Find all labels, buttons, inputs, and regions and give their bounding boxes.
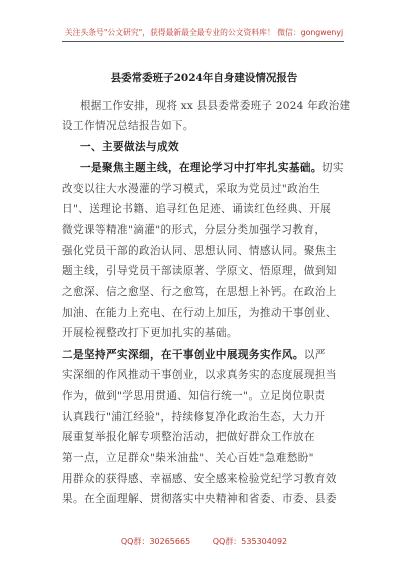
paragraph-1-line-9: 开展检视整改打下更加扎实的基础。	[62, 327, 238, 339]
paragraph-2-line-1	[62, 349, 326, 362]
intro-line-2: 设工作情况总结报告如下。	[62, 120, 194, 132]
paragraph-2-line-2: 实深细的作风推动干事创业，以求真务实的态度展现担当	[62, 369, 337, 381]
paragraph-2-line-5: 展重复举报化解专项整治活动，把做好群众工作放在	[62, 431, 315, 443]
document-title: 县委常委班子2024年自身建设情况报告	[110, 72, 298, 84]
paragraph-1-line-6: 题主线，引导党员干部读原著、学原文、悟原理，做到知	[62, 265, 337, 277]
paragraph-1-line-3: 日"、送理论书籍、追寻红色足迹、诵读红色经典、开展	[62, 203, 332, 215]
paragraph-1-line-8: 加油、在能力上充电、在行动上加压，为推动干事创业、	[62, 307, 337, 319]
paragraph-1-line-1-rest: 切实	[321, 162, 344, 174]
paragraph-1-line-2: 改变以往大水漫灌的学习模式，采取为党员过"政治生	[62, 183, 321, 195]
paragraph-2-line-4: 认真践行"浦江经验"，持续修复净化政治生态，大力开	[62, 411, 326, 423]
paragraph-2-line-6: 第一点，立足群众"柴米油盐"、关心百姓"急难愁盼"	[62, 452, 314, 464]
footer-qq-group-2: QQ群：535304092	[212, 537, 288, 546]
paragraph-2-lead: 二是坚持严实深细，在干事创业中展现务实作风。	[62, 349, 304, 361]
paragraph-1-lead: 一是聚焦主题主线，在理论学习中打牢扎实基础。	[80, 162, 322, 174]
paragraph-1-line-1	[80, 162, 344, 175]
paragraph-2-line-1-rest: 以严	[303, 349, 326, 361]
intro-line-1: 根据工作安排，现将 xx 县县委常委班子 2024 年政治建	[80, 100, 351, 112]
paragraph-2-line-8: 果。在全面理解、贯彻落实中央精神和省委、市委、县委	[62, 493, 337, 505]
paragraph-1-line-4: 微党课等精准"滴灌"的形式，分层分类加强学习教育，	[62, 224, 326, 236]
paragraph-1-line-5: 强化党员干部的政治认同、思想认同、情感认同。聚焦主	[62, 245, 337, 257]
header-divider	[62, 41, 344, 42]
paragraph-2-line-7: 用群众的获得感、幸福感、安全感来检验党纪学习教育效	[62, 473, 337, 485]
paragraph-2-line-3: 作为，做到"学思用贯通、知信行统一"。立足岗位职责	[62, 390, 326, 402]
paragraph-1-line-7: 之愈深、信之愈坚、行之愈笃，在思想上补钙。在政治上	[62, 286, 337, 298]
footer-contact	[0, 536, 408, 547]
footer-qq-group-1: QQ群：30265665	[120, 537, 191, 546]
promo-header: 关注头条号"公文研究"，获得最新最全最专业的公文资料库！ 微信：gongwenyj	[64, 28, 344, 37]
section-heading: 一、主要做法与成效	[80, 141, 179, 153]
